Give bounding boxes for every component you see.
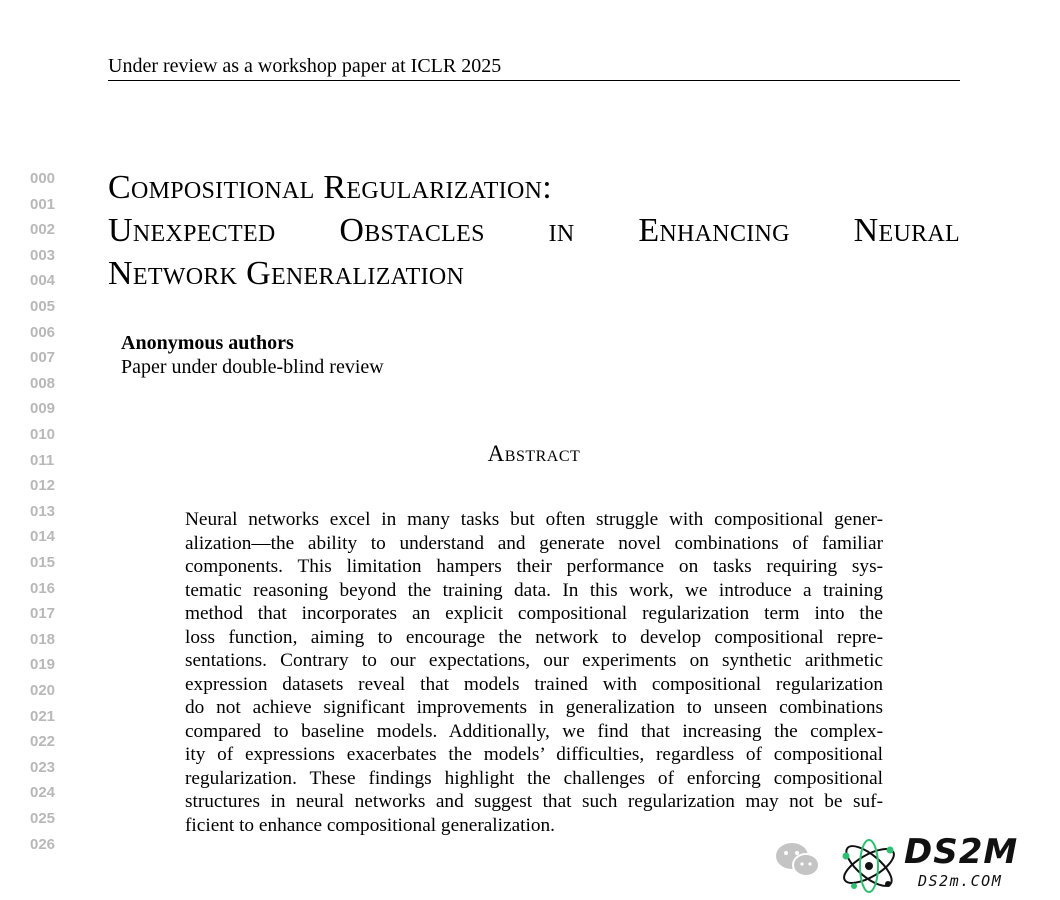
line-number: 007 xyxy=(30,349,56,367)
line-number: 003 xyxy=(30,246,56,264)
line-number: 026 xyxy=(30,835,56,853)
line-number: 006 xyxy=(30,323,56,341)
line-number: 020 xyxy=(30,682,56,699)
line-number: 014 xyxy=(30,528,56,546)
line-number: 001 xyxy=(30,195,56,213)
line-number: 023 xyxy=(30,758,56,776)
title-line: Unexpected Obstacles in Enhancing Neural xyxy=(108,212,960,249)
watermark-site-text: DS2m.COM xyxy=(918,872,1003,890)
line-number: 019 xyxy=(30,656,56,674)
line-number: 018 xyxy=(30,630,56,648)
abstract-line: expression datasets reveal that models trained with compositional regularization xyxy=(185,673,883,695)
abstract-line: components. This limitation hampers their performance on tasks requiring sys- xyxy=(185,556,883,577)
line-number: 022 xyxy=(30,733,56,751)
line-number: 021 xyxy=(30,707,56,725)
line-number: 009 xyxy=(30,400,56,418)
line-number: 005 xyxy=(30,298,56,315)
line-number: 004 xyxy=(30,272,56,290)
abstract-line: ficient to enhance compositional generalization. xyxy=(185,814,555,836)
abstract-line: do not achieve significant improvements in generalization to unseen combinations xyxy=(185,697,883,718)
title-line: Network Generalization xyxy=(108,255,465,292)
abstract-line: tematic reasoning beyond the training data. In this work, we introduce a training xyxy=(185,579,883,601)
abstract-line: compared to baseline models. Additionally, we find that increasing the complex- xyxy=(185,720,883,742)
line-number: 000 xyxy=(30,170,56,187)
paper-title xyxy=(108,166,960,295)
abstract-line: method that incorporates an explicit compositional regularization term into the xyxy=(185,603,883,624)
line-number: 016 xyxy=(30,579,56,597)
abstract-line: structures in neural networks and suggest that such regularization may not be suf- xyxy=(185,791,883,812)
author-affiliation: Paper under double-blind review xyxy=(121,356,384,378)
title-line: Compositional Regularization: xyxy=(108,169,552,206)
abstract-line: Neural networks excel in many tasks but often struggle with compositional gener- xyxy=(185,509,883,530)
author-block xyxy=(121,331,384,379)
abstract-line: ity of expressions exacerbates the models’ difficulties, regardless of compositional xyxy=(185,744,883,765)
abstract-line: regularization. These findings highlight the challenges of enforcing compositional xyxy=(185,767,883,789)
line-number: 025 xyxy=(30,810,56,827)
abstract-line: alization—the ability to understand and generate novel combinations of familiar xyxy=(185,532,883,554)
abstract-heading: Abstract xyxy=(487,441,581,466)
line-number: 010 xyxy=(30,426,56,443)
watermark xyxy=(772,832,1052,896)
line-number: 008 xyxy=(30,374,56,392)
wechat-icon xyxy=(772,840,832,880)
line-number: 002 xyxy=(30,221,56,239)
abstract-body xyxy=(185,508,883,837)
author-name: Anonymous authors xyxy=(121,332,294,354)
running-header xyxy=(108,54,960,81)
watermark-logo-text: DS2M xyxy=(904,832,1019,872)
line-number: 013 xyxy=(30,502,56,520)
abstract-line: sentations. Contrary to our expectations, our experiments on synthetic arithmetic xyxy=(185,650,883,671)
line-number: 017 xyxy=(30,605,56,623)
line-number: 015 xyxy=(30,554,56,571)
running-title: Under review as a workshop paper at ICLR 2025 xyxy=(108,55,502,77)
atom-logo-icon xyxy=(834,832,904,896)
line-number: 012 xyxy=(30,477,56,495)
line-number: 011 xyxy=(30,451,55,469)
abstract-line: loss function, aiming to encourage the network to develop compositional repre- xyxy=(185,626,883,648)
line-number: 024 xyxy=(30,784,56,802)
